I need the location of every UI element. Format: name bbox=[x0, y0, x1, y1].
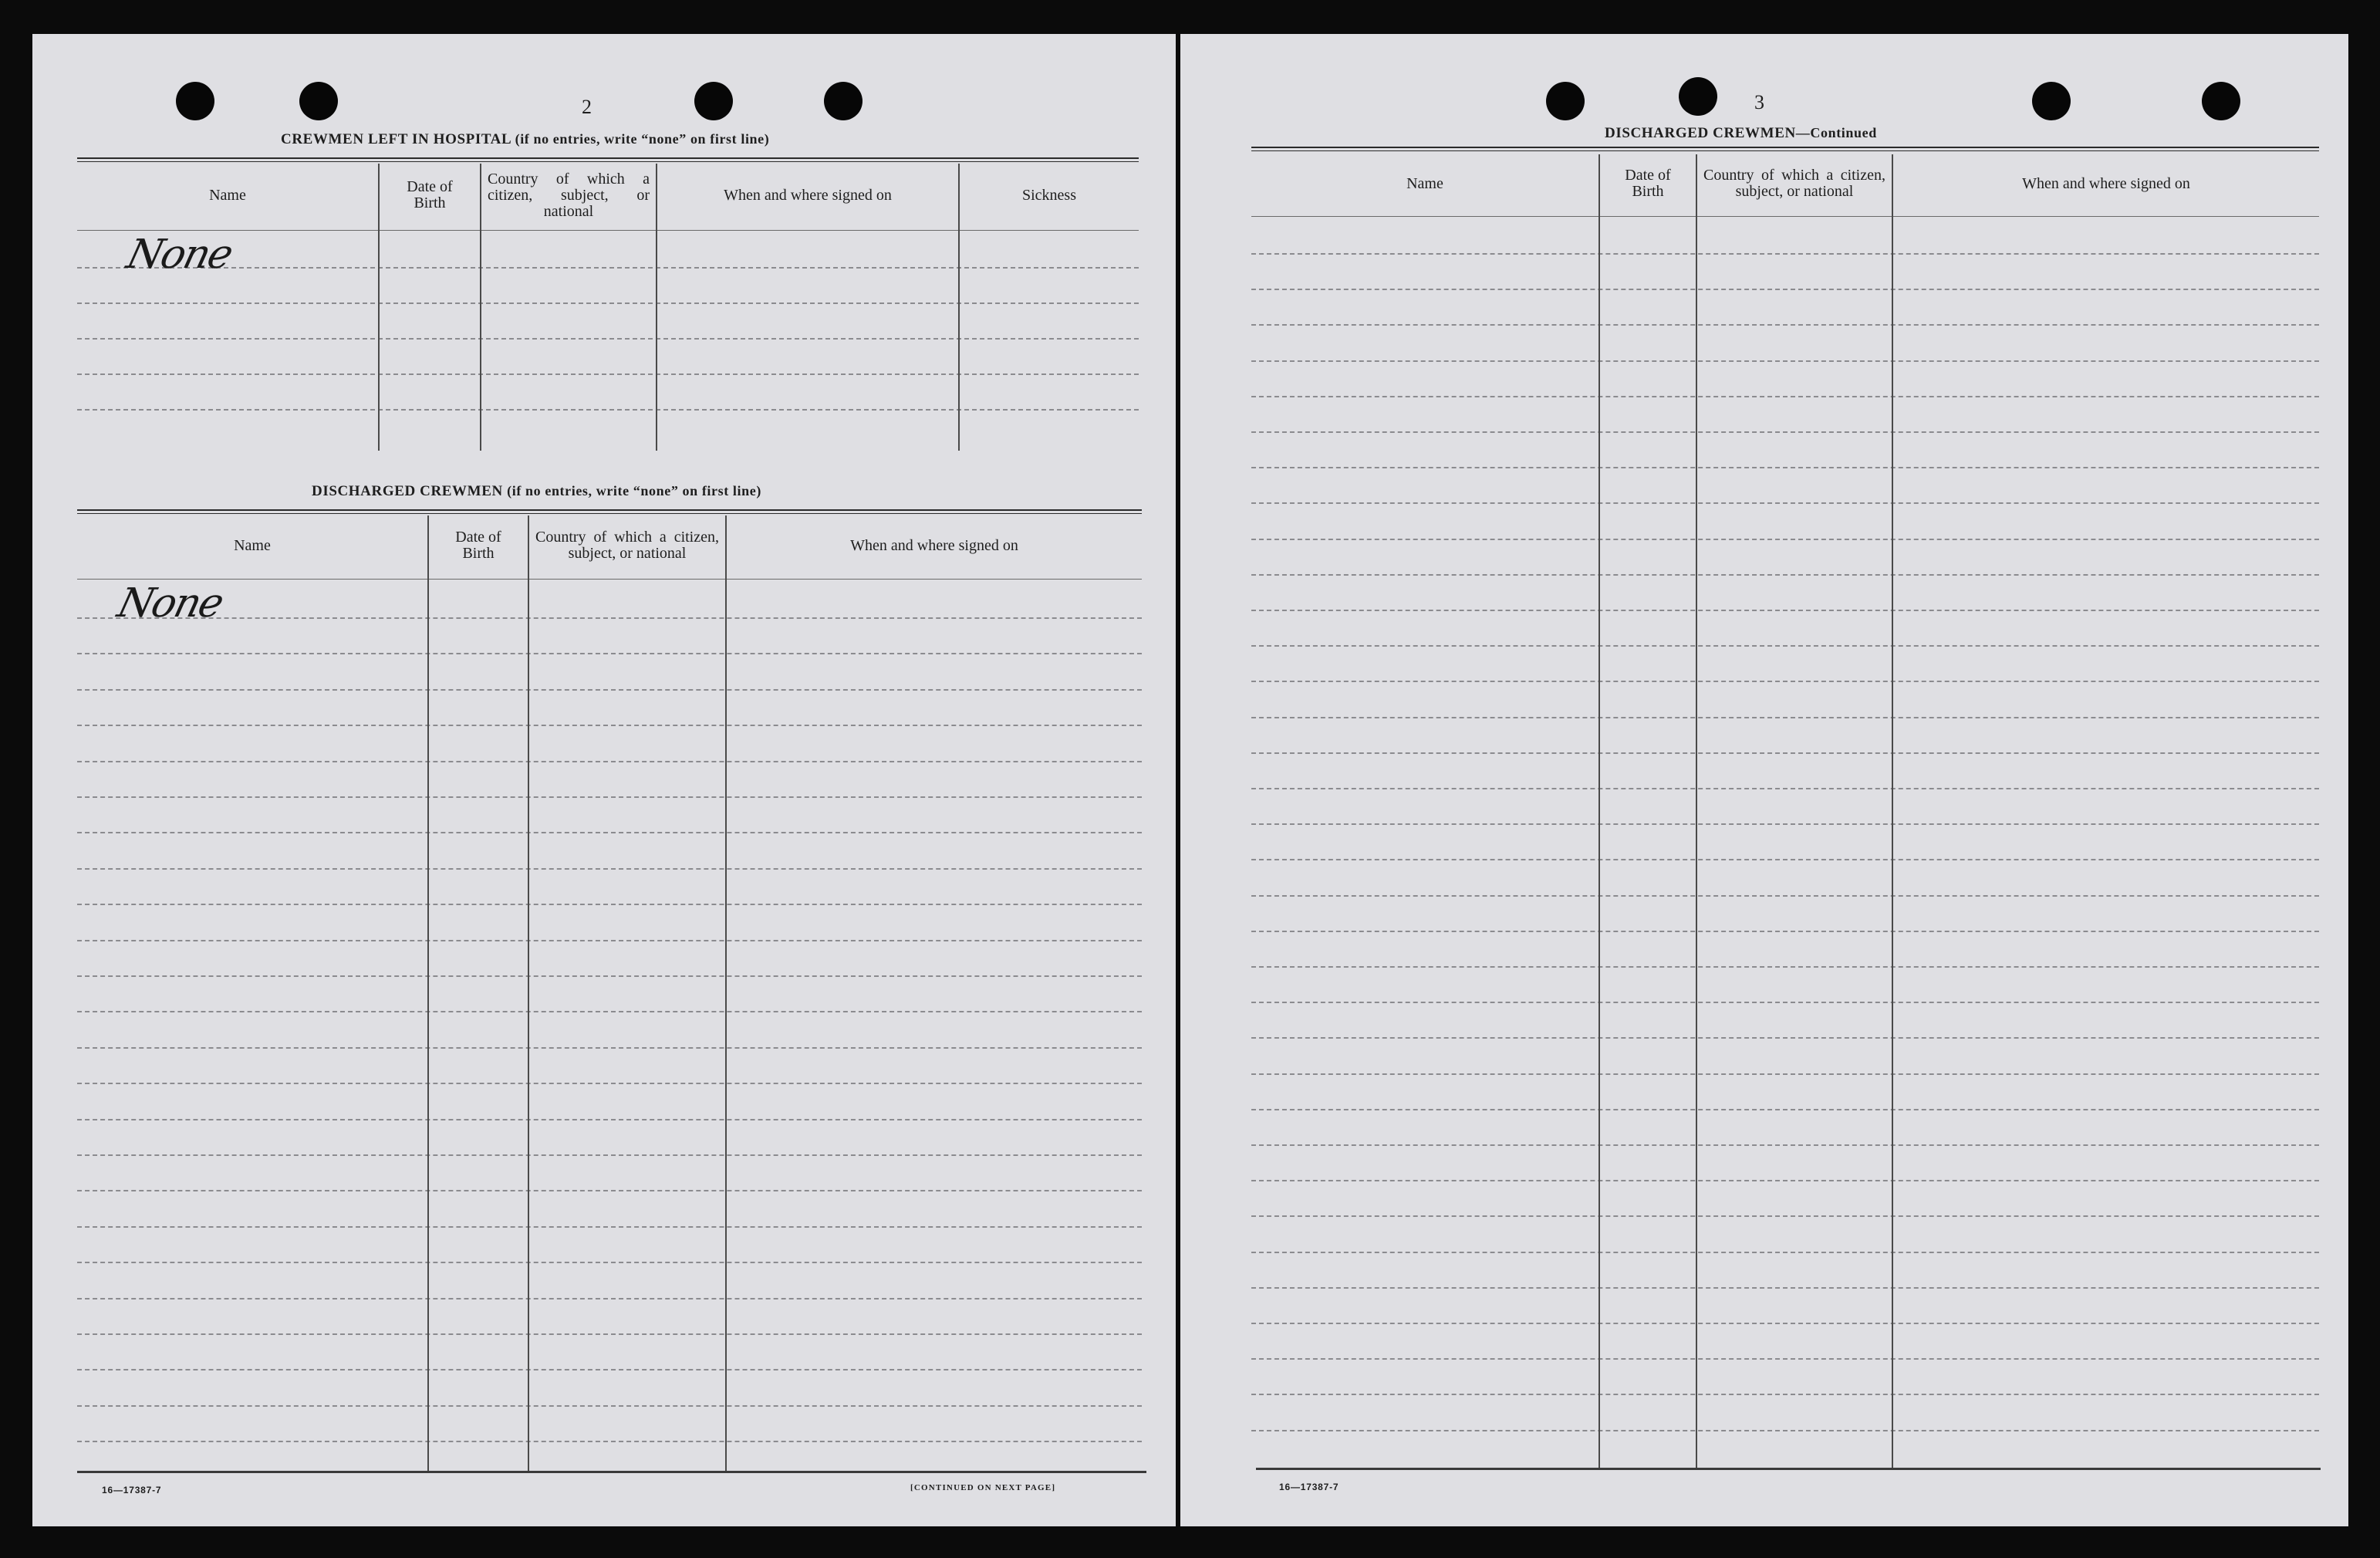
table-row-line bbox=[77, 373, 1139, 375]
column-header-dob: Date of Birth bbox=[407, 178, 453, 211]
table-row-line bbox=[77, 1298, 1142, 1299]
table-row-line bbox=[77, 1190, 1142, 1191]
table-row-line bbox=[1251, 1394, 2319, 1395]
table-row-line bbox=[77, 904, 1142, 905]
column-header-name: Name bbox=[1406, 174, 1443, 192]
punch-hole bbox=[2032, 82, 2071, 120]
continued-note: [CONTINUED ON NEXT PAGE] bbox=[910, 1483, 1056, 1492]
table-row-line bbox=[1251, 1358, 2319, 1360]
column-header-signed-on: When and where signed on bbox=[850, 536, 1018, 554]
punch-hole bbox=[1679, 77, 1717, 116]
table-row-line bbox=[77, 338, 1139, 340]
punch-hole bbox=[824, 82, 863, 120]
column-divider bbox=[725, 515, 727, 1471]
column-header-dob: Date of Birth bbox=[1625, 167, 1671, 200]
column-divider bbox=[528, 515, 529, 1471]
hospital-section-title bbox=[281, 131, 769, 148]
section-title-continued: —Continued bbox=[1795, 125, 1877, 140]
column-header-name: Name bbox=[209, 186, 246, 204]
table-row-line bbox=[1251, 574, 2319, 576]
column-header-signed-on: When and where signed on bbox=[2022, 174, 2190, 192]
table-row-line bbox=[1251, 823, 2319, 825]
table-row-line bbox=[77, 832, 1142, 833]
header-underline bbox=[77, 579, 1142, 580]
table-row-line bbox=[1251, 717, 2319, 718]
table-row-line bbox=[77, 1119, 1142, 1120]
column-header-country: Country of which a citizen, subject, or national bbox=[488, 170, 650, 220]
table-row-line bbox=[77, 940, 1142, 941]
table-row-line bbox=[1251, 1109, 2319, 1110]
column-divider bbox=[1892, 154, 1893, 1469]
form-number: 16—17387-7 bbox=[1279, 1482, 1339, 1492]
column-header-country: Country of which a citizen, subject, or national bbox=[535, 529, 719, 562]
handwritten-entry: None bbox=[122, 232, 237, 278]
table-row-line bbox=[1251, 1323, 2319, 1324]
column-divider bbox=[378, 164, 380, 451]
table-row-line bbox=[77, 761, 1142, 762]
column-header-country: Country of which a citizen, subject, or national bbox=[1703, 167, 1885, 200]
bottom-rule bbox=[1256, 1468, 2321, 1470]
table-row-line bbox=[1251, 1144, 2319, 1146]
table-row-line bbox=[77, 1047, 1142, 1049]
page-number: 2 bbox=[582, 96, 592, 118]
table-row-line bbox=[77, 1011, 1142, 1012]
table-row-line bbox=[77, 1441, 1142, 1442]
page-number: 3 bbox=[1754, 91, 1764, 113]
table-row-line bbox=[1251, 931, 2319, 932]
table-row-line bbox=[1251, 1430, 2319, 1431]
table-row-line bbox=[1251, 1252, 2319, 1253]
table-row-line bbox=[1251, 1287, 2319, 1289]
discharged-section-title bbox=[312, 483, 761, 500]
table-row-line bbox=[1251, 610, 2319, 611]
table-row-line bbox=[1251, 253, 2319, 255]
table-row-line bbox=[1251, 502, 2319, 504]
discharged-continued-title bbox=[1605, 125, 1877, 142]
table-row-line bbox=[1251, 752, 2319, 754]
table-row-line bbox=[1251, 360, 2319, 362]
punch-hole bbox=[694, 82, 733, 120]
table-row-line bbox=[1251, 1180, 2319, 1181]
hospital-title-note: (if no entries, write “none” on first line) bbox=[515, 131, 770, 147]
left-page bbox=[32, 34, 1176, 1526]
table-row-line bbox=[77, 1369, 1142, 1370]
table-row-line bbox=[77, 975, 1142, 977]
discharged-title-text: DISCHARGED CREWMEN bbox=[312, 483, 503, 499]
table-row-line bbox=[77, 1333, 1142, 1335]
form-number: 16—17387-7 bbox=[102, 1485, 162, 1495]
column-header-sickness: Sickness bbox=[1022, 186, 1076, 204]
column-header-dob: Date of Birth bbox=[455, 529, 501, 562]
column-divider bbox=[427, 515, 429, 1471]
table-row-line bbox=[1251, 1215, 2319, 1217]
table-row-line bbox=[1251, 788, 2319, 789]
table-row-line bbox=[1251, 895, 2319, 897]
punch-hole bbox=[176, 82, 214, 120]
table-row-line bbox=[77, 1262, 1142, 1263]
table-row-line bbox=[77, 409, 1139, 411]
table-row-line bbox=[1251, 966, 2319, 968]
punch-hole bbox=[299, 82, 338, 120]
table-row-line bbox=[77, 267, 1139, 269]
table-row-line bbox=[1251, 431, 2319, 433]
table-row-line bbox=[77, 302, 1139, 304]
handwritten-entry: None bbox=[113, 580, 228, 627]
table-row-line bbox=[1251, 324, 2319, 326]
header-underline bbox=[77, 230, 1139, 231]
table-row-line bbox=[1251, 539, 2319, 540]
table-row-line bbox=[1251, 1037, 2319, 1039]
table-row-line bbox=[1251, 681, 2319, 682]
table-row-line bbox=[1251, 1002, 2319, 1003]
column-header-name: Name bbox=[234, 536, 271, 554]
header-underline bbox=[1251, 216, 2319, 217]
table-row-line bbox=[77, 1154, 1142, 1156]
table-row-line bbox=[1251, 645, 2319, 647]
column-divider bbox=[656, 164, 657, 451]
table-row-line bbox=[1251, 1073, 2319, 1075]
column-divider bbox=[1696, 154, 1697, 1469]
table-row-line bbox=[77, 653, 1142, 654]
table-row-line bbox=[77, 725, 1142, 726]
table-row-line bbox=[77, 1405, 1142, 1407]
right-page bbox=[1180, 34, 2348, 1526]
column-divider bbox=[1598, 154, 1600, 1469]
table-row-line bbox=[1251, 859, 2319, 860]
table-row-line bbox=[77, 689, 1142, 691]
column-divider bbox=[480, 164, 481, 451]
column-divider bbox=[958, 164, 960, 451]
table-row-line bbox=[77, 868, 1142, 870]
discharged-title-note: (if no entries, write “none” on first line) bbox=[507, 483, 761, 498]
table-row-line bbox=[77, 1226, 1142, 1228]
punch-hole bbox=[2202, 82, 2240, 120]
table-row-line bbox=[1251, 467, 2319, 468]
table-row-line bbox=[1251, 396, 2319, 397]
punch-hole bbox=[1546, 82, 1585, 120]
column-header-signed-on: When and where signed on bbox=[724, 186, 892, 204]
bottom-rule bbox=[77, 1471, 1146, 1473]
table-row-line bbox=[77, 1083, 1142, 1084]
hospital-title-text: CREWMEN LEFT IN HOSPITAL bbox=[281, 131, 511, 147]
section-title-text: DISCHARGED CREWMEN bbox=[1605, 125, 1796, 141]
table-row-line bbox=[77, 796, 1142, 798]
table-row-line bbox=[77, 617, 1142, 619]
table-row-line bbox=[1251, 289, 2319, 290]
